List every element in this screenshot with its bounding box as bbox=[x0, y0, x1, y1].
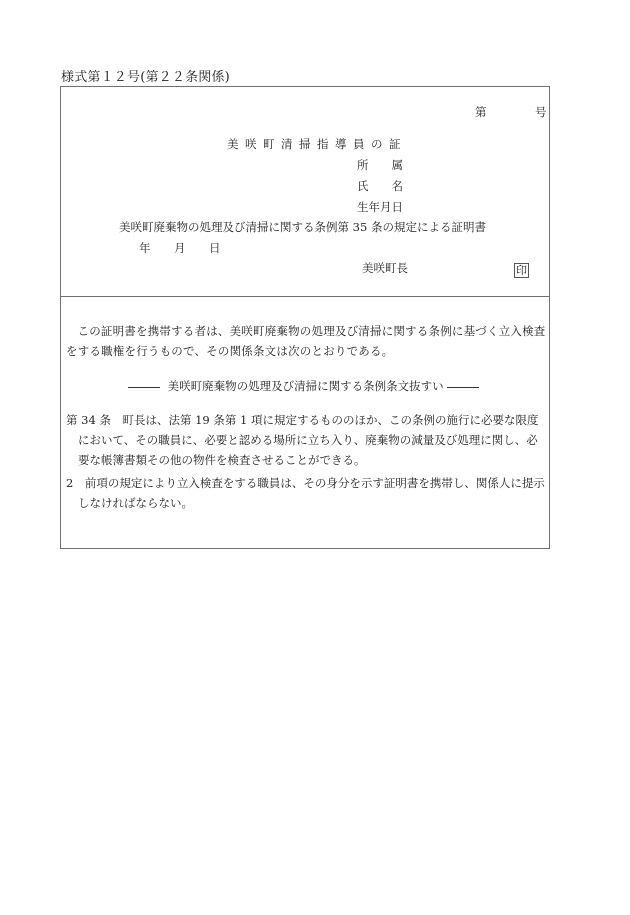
field-affiliation: 所 属 bbox=[357, 158, 403, 172]
paragraph-number: 2 bbox=[66, 476, 74, 490]
dash-left bbox=[128, 387, 160, 388]
certificate-title: 美咲町清掃指導員の証 bbox=[227, 137, 407, 151]
field-name: 氏 名 bbox=[357, 179, 403, 193]
date-year: 年 bbox=[139, 241, 151, 255]
form-label: 様式第１２号(第２２条関係) bbox=[61, 70, 230, 85]
article-label: 第 34 条 bbox=[66, 413, 111, 427]
seal-icon: 印 bbox=[516, 264, 527, 277]
issuer: 美咲町長 bbox=[362, 261, 408, 275]
seal-mark bbox=[514, 259, 529, 278]
date-day: 日 bbox=[209, 241, 221, 255]
excerpt-heading: 美咲町廃棄物の処理及び清掃に関する条例条文抜すい bbox=[167, 379, 444, 393]
article-text: 町長は、法第 19 条第 1 項に規定するもののほか、この条例の施行に必要な限度において、その職員に、必要と認める場所に立ち入り、廃棄物の減量及び処理に関し、必要な帳簿書類その他の物件を検査させることができる。 bbox=[78, 413, 539, 467]
field-birthdate: 生年月日 bbox=[357, 200, 403, 214]
intro-paragraph: この証明書を携帯する者は、美咲町廃棄物の処理及び清掃に関する条例に基づく立入検査をする職権を行うもので、その関係条文は次のとおりである。 bbox=[66, 324, 546, 358]
section-divider bbox=[60, 296, 550, 297]
number-suffix: 号 bbox=[535, 105, 547, 119]
paragraph-text: 前項の規定により立入検査をする職員は、その身分を示す証明書を携帯し、関係人に提示しなければならない。 bbox=[78, 476, 545, 510]
date-month: 月 bbox=[174, 241, 186, 255]
excerpt-heading-row bbox=[124, 378, 483, 394]
number-prefix: 第 bbox=[475, 105, 487, 119]
certificate-statement: 美咲町廃棄物の処理及び清掃に関する条例第 35 条の規定による証明書 bbox=[119, 220, 486, 234]
article-34 bbox=[66, 410, 548, 470]
dash-right bbox=[447, 387, 479, 388]
article-34-paragraph-2 bbox=[66, 473, 548, 513]
